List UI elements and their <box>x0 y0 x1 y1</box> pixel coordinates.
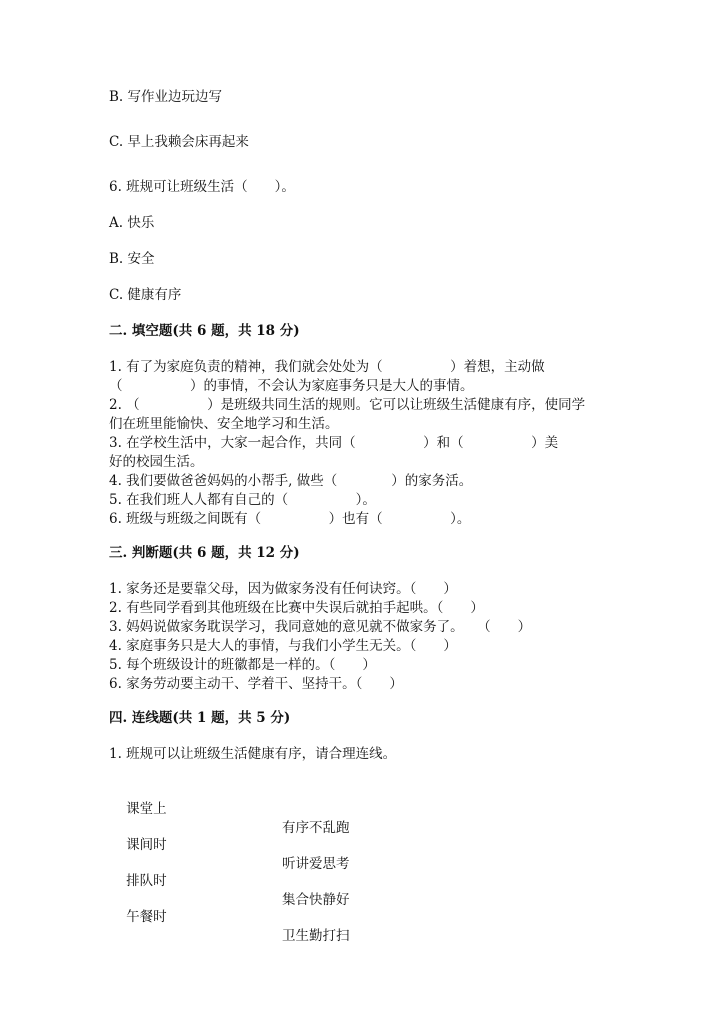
fill-line: 6. 班级与班级之间既有（ ）也有（ ）。 <box>109 511 471 527</box>
matching-question: 1. 班规可以让班级生活健康有序，请合理连线。 <box>109 746 397 762</box>
match-left: 午餐时 <box>126 909 167 925</box>
fill-line: 5. 在我们班人人都有自己的（ ）。 <box>109 492 376 508</box>
section-2-heading: 二. 填空题(共 6 题，共 18 分) <box>109 323 300 339</box>
fill-line: 3. 在学校生活中，大家一起合作，共同（ ）和（ ）美 <box>109 435 559 451</box>
match-left: 课堂上 <box>126 801 167 817</box>
match-left: 课间时 <box>126 837 167 853</box>
option-c-prev: C. 早上我赖会床再起来 <box>109 134 249 150</box>
judge-line: 2. 有些同学看到其他班级在比赛中失误后就拍手起哄。（ ） <box>109 600 484 616</box>
match-right: 有序不乱跑 <box>282 820 350 836</box>
judge-line: 3. 妈妈说做家务耽误学习，我同意她的意见就不做家务了。 （ ） <box>109 619 532 635</box>
section-4-heading: 四. 连线题(共 1 题，共 5 分) <box>109 710 291 726</box>
match-left: 排队时 <box>126 873 167 889</box>
judge-line: 4. 家庭事务只是大人的事情，与我们小学生无关。（ ） <box>109 638 457 654</box>
q6-option-b: B. 安全 <box>109 251 155 267</box>
q6-option-c: C. 健康有序 <box>109 287 182 303</box>
match-right: 听讲爱思考 <box>282 856 350 872</box>
match-right: 集合快静好 <box>282 892 350 908</box>
fill-line: 2. （ ）是班级共同生活的规则。它可以让班级生活健康有序，使同学 <box>109 397 586 413</box>
option-b-prev: B. 写作业边玩边写 <box>109 89 223 105</box>
match-right: 卫生勤打扫 <box>282 928 350 944</box>
judge-line: 6. 家务劳动要主动干、学着干、坚持干。（ ） <box>109 676 403 692</box>
fill-line: （ ）的事情，不会认为家庭事务只是大人的事情。 <box>109 378 474 394</box>
section-3-heading: 三. 判断题(共 6 题，共 12 分) <box>109 545 300 561</box>
judge-line: 1. 家务还是要靠父母，因为做家务没有任何诀窍。（ ） <box>109 581 457 597</box>
fill-line: 4. 我们要做爸爸妈妈的小帮手, 做些（ ）的家务活。 <box>109 473 473 489</box>
fill-line: 们在班里能愉快、安全地学习和生活。 <box>109 416 339 432</box>
question-6-stem: 6. 班规可让班级生活（ ）。 <box>109 179 295 195</box>
fill-line: 1. 有了为家庭负责的精神，我们就会处处为（ ）着想，主动做 <box>109 359 545 375</box>
q6-option-a: A. 快乐 <box>109 215 155 231</box>
fill-line: 好的校园生活。 <box>109 454 204 470</box>
judge-line: 5. 每个班级设计的班徽都是一样的。（ ） <box>109 657 376 673</box>
